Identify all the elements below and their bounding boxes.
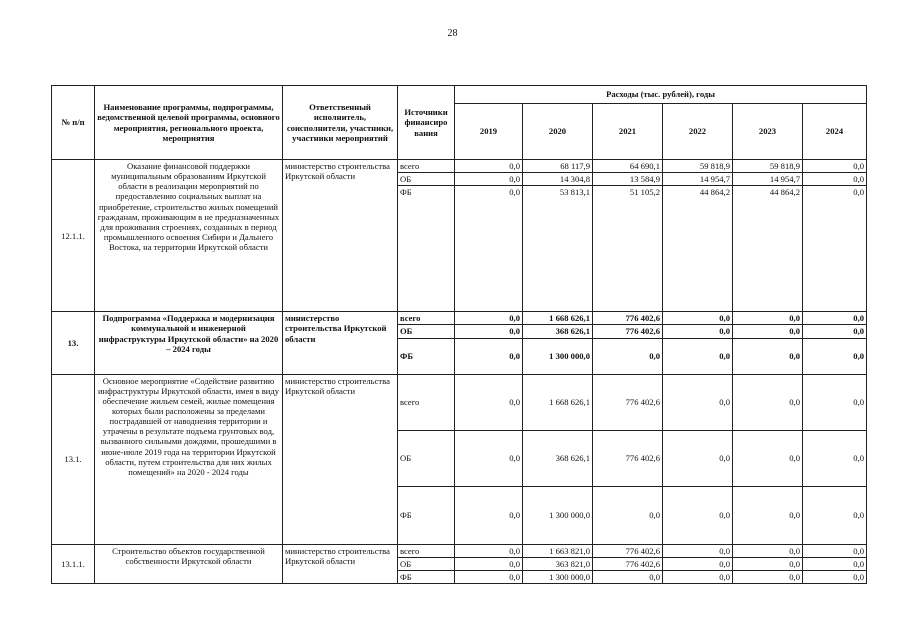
- row-value: 1 300 000,0: [523, 570, 593, 583]
- header-sources: Источники финансиро вания: [398, 86, 455, 160]
- header-year: 2019: [455, 104, 523, 160]
- row-value: 0,0: [803, 374, 867, 430]
- row-value: 776 402,6: [593, 374, 663, 430]
- row-source: ОБ: [398, 173, 455, 186]
- table-row: [52, 544, 867, 557]
- row-value: 776 402,6: [593, 430, 663, 486]
- row-value: 0,0: [663, 338, 733, 374]
- row-value: 0,0: [455, 430, 523, 486]
- row-value: 0,0: [455, 544, 523, 557]
- row-value: 14 304,8: [523, 173, 593, 186]
- row-value: 0,0: [663, 486, 733, 544]
- table-row: [52, 312, 867, 325]
- row-value: 1 668 626,1: [523, 312, 593, 325]
- table-row: [52, 160, 867, 173]
- row-value: 51 105,2: [593, 186, 663, 312]
- row-value: 53 813,1: [523, 186, 593, 312]
- row-value: 0,0: [733, 557, 803, 570]
- row-number: 13.1.1.: [52, 544, 95, 583]
- row-value: 0,0: [733, 430, 803, 486]
- row-value: 1 300 000,0: [523, 338, 593, 374]
- row-value: 0,0: [663, 544, 733, 557]
- row-name: Подпрограмма «Поддержка и модернизация коммунальной и инженерной инфраструктуры Иркутской области» на 2020 – 2024 годы: [95, 312, 283, 374]
- row-value: 776 402,6: [593, 557, 663, 570]
- header-year: 2023: [733, 104, 803, 160]
- row-executor: министерство строительства Иркутской области: [283, 374, 398, 544]
- row-value: 13 584,9: [593, 173, 663, 186]
- row-source: всего: [398, 374, 455, 430]
- row-name: Основное мероприятие «Содействие развитию инфраструктуры Иркутской области, имея в виду обеспечение жильем семей, жилые помещения которых были расположены за пределами пострадавшей от наводнения территории и утрачены в результате подъема грунтовых вод, вызванного сильными дождями, прошедшими в июне-июле 2019 года на территории Иркутской области, путем строительства для них жилых помещений» на 2020 - 2024 годы: [95, 374, 283, 544]
- row-value: 0,0: [803, 544, 867, 557]
- row-value: 0,0: [455, 160, 523, 173]
- row-number: 13.1.: [52, 374, 95, 544]
- header-name: Наименование программы, подпрограммы, ведомственной целевой программы, основного мероприятия, регионального проекта, мероприятия: [95, 86, 283, 160]
- row-value: 368 626,1: [523, 430, 593, 486]
- row-executor: министерство строительства Иркутской области: [283, 312, 398, 374]
- header-year: 2024: [803, 104, 867, 160]
- row-source: ФБ: [398, 570, 455, 583]
- row-value: 0,0: [455, 338, 523, 374]
- row-value: 0,0: [733, 570, 803, 583]
- row-source: всего: [398, 544, 455, 557]
- row-value: 0,0: [803, 430, 867, 486]
- row-value: 0,0: [663, 312, 733, 325]
- row-source: ОБ: [398, 430, 455, 486]
- row-number: 13.: [52, 312, 95, 374]
- row-number: 12.1.1.: [52, 160, 95, 312]
- row-value: 0,0: [663, 557, 733, 570]
- row-value: 44 864,2: [663, 186, 733, 312]
- row-name: Оказание финансовой поддержки муниципальным образованиям Иркутской области в реализации мероприятий по предоставлению социальных выплат на приобретение, строительство жилых помещений гражданам, проживающим в не предназначенных для проживания строениях, созданных в период промышленного освоения Сибири и Дальнего Востока, на территории Иркутской области: [95, 160, 283, 312]
- row-value: 59 818,9: [733, 160, 803, 173]
- row-value: 0,0: [803, 173, 867, 186]
- row-value: 0,0: [803, 312, 867, 325]
- row-source: ФБ: [398, 186, 455, 312]
- row-value: 0,0: [593, 570, 663, 583]
- row-value: 0,0: [733, 374, 803, 430]
- row-value: 0,0: [803, 160, 867, 173]
- row-value: 68 117,9: [523, 160, 593, 173]
- row-value: 0,0: [455, 325, 523, 338]
- header-year: 2020: [523, 104, 593, 160]
- row-value: 0,0: [455, 312, 523, 325]
- row-value: 0,0: [455, 486, 523, 544]
- row-executor: министерство строительства Иркутской области: [283, 544, 398, 583]
- row-value: 0,0: [733, 312, 803, 325]
- row-value: 0,0: [455, 570, 523, 583]
- row-value: 0,0: [663, 374, 733, 430]
- header-num: № п/п: [52, 86, 95, 160]
- row-value: 0,0: [455, 173, 523, 186]
- row-value: 0,0: [733, 325, 803, 338]
- row-name: Строительство объектов государственной собственности Иркутской области: [95, 544, 283, 583]
- row-executor: министерство строительства Иркутской области: [283, 160, 398, 312]
- header-expenses: Расходы (тыс. рублей), годы: [455, 86, 867, 104]
- row-value: 1 668 626,1: [523, 374, 593, 430]
- row-value: 0,0: [455, 186, 523, 312]
- row-value: 59 818,9: [663, 160, 733, 173]
- row-value: 14 954,7: [663, 173, 733, 186]
- row-value: 0,0: [663, 430, 733, 486]
- header-year: 2022: [663, 104, 733, 160]
- row-value: 0,0: [733, 486, 803, 544]
- row-value: 776 402,6: [593, 312, 663, 325]
- row-value: 0,0: [803, 570, 867, 583]
- row-source: ОБ: [398, 557, 455, 570]
- page-number: 28: [447, 28, 458, 39]
- header-year: 2021: [593, 104, 663, 160]
- row-source: ФБ: [398, 338, 455, 374]
- row-value: 0,0: [803, 557, 867, 570]
- row-value: 0,0: [803, 338, 867, 374]
- row-value: 0,0: [803, 186, 867, 312]
- row-value: 44 864,2: [733, 186, 803, 312]
- row-value: 368 626,1: [523, 325, 593, 338]
- row-value: 776 402,6: [593, 325, 663, 338]
- row-source: всего: [398, 312, 455, 325]
- row-source: ОБ: [398, 325, 455, 338]
- row-value: 0,0: [733, 544, 803, 557]
- row-source: всего: [398, 160, 455, 173]
- row-value: 0,0: [803, 486, 867, 544]
- row-value: 0,0: [455, 557, 523, 570]
- budget-table: [51, 85, 867, 584]
- row-value: 0,0: [803, 325, 867, 338]
- row-value: 14 954,7: [733, 173, 803, 186]
- table-row: [52, 374, 867, 430]
- header-executor: Ответственный исполнитель, соисполнители, участники, участники мероприятий: [283, 86, 398, 160]
- row-value: 363 821,0: [523, 557, 593, 570]
- row-value: 0,0: [593, 338, 663, 374]
- row-value: 0,0: [733, 338, 803, 374]
- row-value: 0,0: [593, 486, 663, 544]
- row-value: 64 690,1: [593, 160, 663, 173]
- row-value: 0,0: [663, 570, 733, 583]
- row-source: ФБ: [398, 486, 455, 544]
- row-value: 0,0: [663, 325, 733, 338]
- row-value: 776 402,6: [593, 544, 663, 557]
- row-value: 0,0: [455, 374, 523, 430]
- row-value: 1 663 821,0: [523, 544, 593, 557]
- row-value: 1 300 000,0: [523, 486, 593, 544]
